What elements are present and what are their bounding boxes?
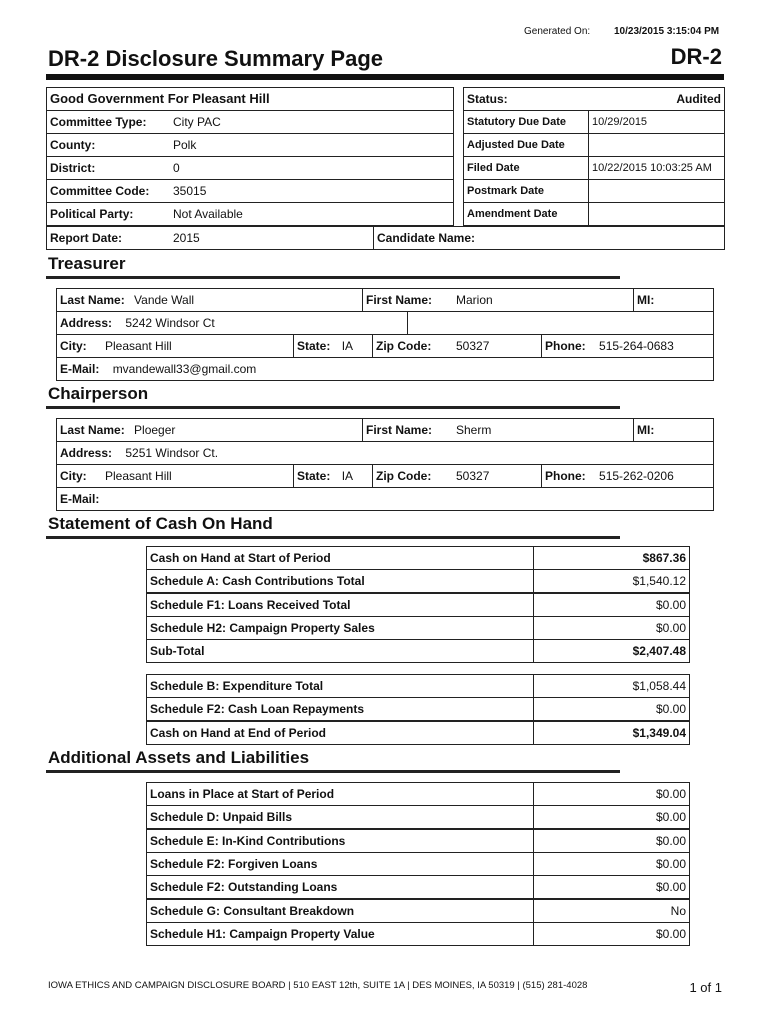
status-label: Status: (467, 92, 508, 106)
county-value: Polk (173, 138, 197, 152)
candidate-name-label: Candidate Name: (377, 231, 476, 245)
amendment-date-label-cell (463, 202, 589, 226)
chairperson-first-name-value: Sherm (456, 423, 492, 437)
chairperson-mi-cell (633, 418, 714, 442)
postmark-date-label-cell (463, 179, 589, 203)
district-row (46, 156, 454, 180)
assets-row-label: Schedule D: Unpaid Bills (146, 805, 534, 829)
treasurer-zip-cell (372, 334, 542, 358)
assets-row-label: Loans in Place at Start of Period (146, 782, 534, 806)
cash-row-value: $1,349.04 (533, 721, 690, 745)
chairperson-phone-label: Phone: (545, 469, 586, 483)
treasurer-address-extra-cell (407, 311, 714, 335)
cash-row-value: $2,407.48 (533, 639, 690, 663)
chairperson-rule (46, 406, 620, 409)
treasurer-address-value: 5242 Windsor Ct (125, 316, 215, 330)
cash-row-value: $0.00 (533, 697, 690, 721)
chairperson-email-cell (56, 487, 714, 511)
cash-rule (46, 536, 620, 539)
assets-row-value: $0.00 (533, 805, 690, 829)
district-value: 0 (173, 161, 180, 175)
treasurer-address-cell (56, 311, 408, 335)
cash-row-value: $867.36 (533, 546, 690, 570)
committee-code-label: Committee Code: (50, 184, 150, 198)
postmark-date-label: Postmark Date (467, 185, 545, 197)
cash-row-value: $0.00 (533, 616, 690, 640)
cash-row-label: Schedule A: Cash Contributions Total (146, 569, 534, 593)
statutory-due-value: 10/29/2015 (592, 116, 648, 128)
cash-row-label: Schedule F1: Loans Received Total (146, 593, 534, 617)
status-value: Audited (676, 92, 721, 106)
chairperson-last-name-label: Last Name: (60, 423, 125, 437)
chairperson-phone-value: 515-262-0206 (599, 469, 674, 483)
chairperson-city-value: Pleasant Hill (105, 469, 172, 483)
treasurer-zip-label: Zip Code: (376, 339, 432, 353)
assets-row-value: $0.00 (533, 875, 690, 899)
assets-row-label: Schedule E: In-Kind Contributions (146, 829, 534, 853)
treasurer-rule (46, 276, 620, 279)
cash-row-value: $1,058.44 (533, 674, 690, 698)
assets-row-label: Schedule F2: Forgiven Loans (146, 852, 534, 876)
cash-heading: Statement of Cash On Hand (48, 514, 273, 533)
chairperson-city-cell (56, 464, 294, 488)
assets-row-label: Schedule G: Consultant Breakdown (146, 899, 534, 923)
treasurer-mi-label: MI: (637, 293, 655, 307)
assets-row-value: $0.00 (533, 852, 690, 876)
chairperson-first-name-cell (362, 418, 634, 442)
treasurer-last-name-value: Vande Wall (134, 293, 195, 307)
amendment-date-label: Amendment Date (467, 208, 558, 220)
adjusted-due-label-cell (463, 133, 589, 157)
chairperson-mi-label: MI: (637, 423, 655, 437)
cash-row-value: $1,540.12 (533, 569, 690, 593)
committee-name: Good Government For Pleasant Hill (46, 87, 454, 111)
political-party-label: Political Party: (50, 207, 134, 221)
cash-row-value: $0.00 (533, 593, 690, 617)
footer-address: IOWA ETHICS AND CAMPAIGN DISCLOSURE BOARD | 510 EAST 12th, SUITE 1A | DES MOINES, IA 50319 | (515) 281-4028 (48, 980, 588, 991)
chairperson-address-cell (56, 441, 714, 465)
treasurer-first-name-value: Marion (456, 293, 493, 307)
title-rule (46, 74, 724, 80)
assets-row-value: $0.00 (533, 829, 690, 853)
political-party-row (46, 202, 454, 226)
chairperson-email-label: E-Mail: (60, 492, 100, 506)
chairperson-address-value: 5251 Windsor Ct. (125, 446, 219, 460)
political-party-value: Not Available (173, 207, 243, 221)
statutory-due-label-cell (463, 110, 589, 134)
report-date-label: Report Date: (50, 231, 123, 245)
chairperson-phone-cell (541, 464, 714, 488)
treasurer-city-value: Pleasant Hill (105, 339, 172, 353)
chairperson-state-value: IA (341, 469, 354, 483)
treasurer-phone-label: Phone: (545, 339, 586, 353)
report-date-row (46, 226, 374, 250)
assets-row-label: Schedule H1: Campaign Property Value (146, 922, 534, 946)
assets-row-value: No (533, 899, 690, 923)
committee-type-row (46, 110, 454, 134)
page-number: 1 of 1 (689, 980, 722, 995)
chairperson-state-label: State: (297, 469, 331, 483)
cash-row-label: Schedule H2: Campaign Property Sales (146, 616, 534, 640)
chairperson-last-name-cell (56, 418, 363, 442)
statutory-due-label: Statutory Due Date (467, 116, 567, 128)
committee-type-label: Committee Type: (50, 115, 147, 129)
treasurer-zip-value: 50327 (456, 339, 490, 353)
assets-row-value: $0.00 (533, 922, 690, 946)
treasurer-mi-cell (633, 288, 714, 312)
statutory-due-value-cell (588, 110, 725, 134)
county-label: County: (50, 138, 96, 152)
treasurer-state-label: State: (297, 339, 331, 353)
treasurer-email-value: mvandewall33@gmail.com (112, 362, 257, 376)
generated-label: Generated On: (524, 26, 591, 37)
assets-row-label: Schedule F2: Outstanding Loans (146, 875, 534, 899)
cash-row-label: Sub-Total (146, 639, 534, 663)
candidate-name-cell (373, 226, 725, 250)
treasurer-email-label: E-Mail: (60, 362, 100, 376)
treasurer-city-cell (56, 334, 294, 358)
cash-row-label: Cash on Hand at Start of Period (146, 546, 534, 570)
cash-row-label: Schedule B: Expenditure Total (146, 674, 534, 698)
filed-date-label-cell (463, 156, 589, 180)
report-date-value: 2015 (173, 231, 200, 245)
treasurer-address-label: Address: (60, 316, 113, 330)
chairperson-city-label: City: (60, 469, 87, 483)
chairperson-zip-cell (372, 464, 542, 488)
status-row (463, 87, 725, 111)
treasurer-first-name-cell (362, 288, 634, 312)
chairperson-heading: Chairperson (48, 384, 149, 403)
filed-date-label: Filed Date (467, 162, 520, 174)
treasurer-state-cell (293, 334, 373, 358)
chairperson-address-label: Address: (60, 446, 113, 460)
assets-rule (46, 770, 620, 773)
treasurer-last-name-label: Last Name: (60, 293, 125, 307)
treasurer-email-cell (56, 357, 714, 381)
treasurer-last-name-cell (56, 288, 363, 312)
cash-row-label: Cash on Hand at End of Period (146, 721, 534, 745)
county-row (46, 133, 454, 157)
committee-code-row (46, 179, 454, 203)
chairperson-state-cell (293, 464, 373, 488)
chairperson-zip-label: Zip Code: (376, 469, 432, 483)
committee-type-value: City PAC (173, 115, 221, 129)
assets-row-value: $0.00 (533, 782, 690, 806)
postmark-date-value-cell (588, 179, 725, 203)
generated-value: 10/23/2015 3:15:04 PM (614, 26, 720, 37)
treasurer-first-name-label: First Name: (366, 293, 433, 307)
treasurer-phone-value: 515-264-0683 (599, 339, 674, 353)
filed-date-value-cell (588, 156, 725, 180)
assets-heading: Additional Assets and Liabilities (48, 748, 310, 767)
filed-date-value: 10/22/2015 10:03:25 AM (592, 162, 712, 174)
adjusted-due-label: Adjusted Due Date (467, 139, 565, 151)
form-code: DR-2 (670, 44, 722, 69)
committee-code-value: 35015 (173, 184, 207, 198)
chairperson-first-name-label: First Name: (366, 423, 433, 437)
amendment-date-value-cell (588, 202, 725, 226)
chairperson-zip-value: 50327 (456, 469, 490, 483)
treasurer-phone-cell (541, 334, 714, 358)
district-label: District: (50, 161, 96, 175)
treasurer-heading: Treasurer (48, 254, 126, 273)
chairperson-last-name-value: Ploeger (134, 423, 176, 437)
treasurer-state-value: IA (341, 339, 354, 353)
adjusted-due-value-cell (588, 133, 725, 157)
cash-row-label: Schedule F2: Cash Loan Repayments (146, 697, 534, 721)
treasurer-city-label: City: (60, 339, 87, 353)
page-title: DR-2 Disclosure Summary Page (48, 46, 384, 71)
